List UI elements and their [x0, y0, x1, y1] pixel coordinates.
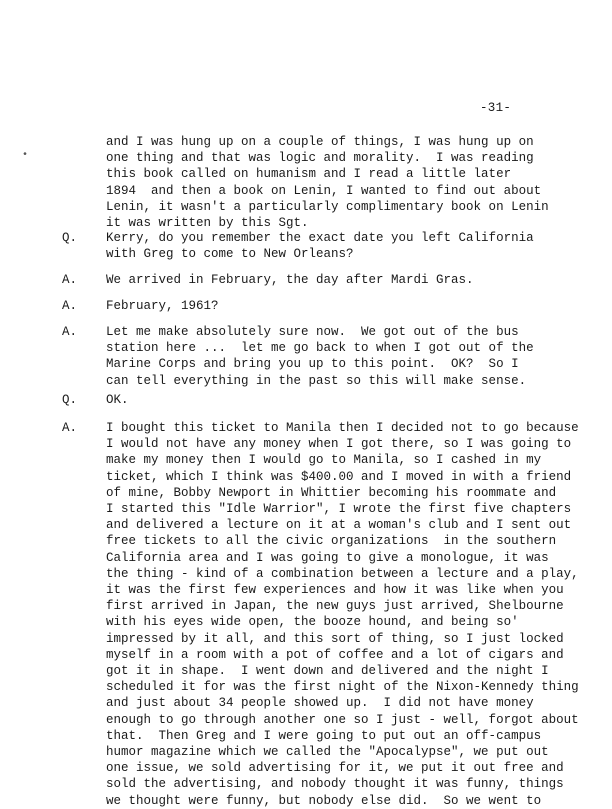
- text-line: Lenin, it wasn't a particularly complimentary book on Lenin: [106, 199, 549, 214]
- text-line: sold the advertising, and nobody thought it was funny, things: [106, 777, 564, 792]
- text-line: I started this "Idle Warrior", I wrote the first five chapters: [106, 502, 572, 517]
- text-line: got it in shape. I went down and delivered and the night I: [106, 664, 549, 679]
- text-line: Marine Corps and bring you up to this point. OK? So I: [106, 357, 519, 372]
- entry-text: [106, 298, 606, 314]
- speaker-label: A.: [62, 273, 78, 287]
- entry-text: [106, 272, 606, 288]
- text-line: California area and I was going to give a monologue, it was: [106, 550, 549, 565]
- text-line: enough to go through another one so I just - well, forgot about: [106, 712, 579, 727]
- text-line: 1894 and then a book on Lenin, I wanted to find out about: [106, 183, 542, 198]
- entry-text: [106, 420, 606, 809]
- margin-mark: •: [22, 150, 29, 161]
- entry-text: [106, 134, 606, 231]
- text-line: one thing and that was logic and morality. I was reading: [106, 151, 534, 166]
- text-line: free tickets to all the civic organizations in the southern: [106, 534, 557, 549]
- page-number: -31-: [480, 101, 512, 115]
- entry-text: [106, 392, 606, 408]
- text-line: I would not have any money when I got there, so I was going to: [106, 437, 572, 452]
- text-line: I bought this ticket to Manila then I decided not to go because: [106, 421, 579, 435]
- text-line: with his eyes wide open, the booze hound, and being so': [106, 615, 519, 630]
- text-line: it was written by this Sgt.: [106, 216, 309, 231]
- text-line: humor magazine which we called the "Apocalypse", we put out: [106, 745, 549, 760]
- speaker-label: Q.: [62, 231, 78, 245]
- entry-text: [106, 324, 606, 389]
- text-line: that. Then Greg and I were going to put out an off-campus: [106, 728, 542, 743]
- text-line: ticket, which I think was $400.00 and I moved in with a friend: [106, 469, 572, 484]
- text-line: can tell everything in the past so this will make sense.: [106, 373, 527, 388]
- text-line: myself in a room with a pot of coffee and a lot of cigars and: [106, 647, 564, 662]
- speaker-label: Q.: [62, 393, 78, 407]
- text-line: this book called on humanism and I read a little later: [106, 167, 512, 182]
- speaker-label: A.: [62, 421, 78, 435]
- text-line: first arrived in Japan, the new guys just arrived, Shelbourne: [106, 599, 564, 614]
- text-line: station here ... let me go back to when I got out of the: [106, 341, 534, 356]
- text-line: make my money then I would go to Manila, so I cashed in my: [106, 453, 542, 468]
- entry-text: [106, 230, 606, 262]
- text-line: and just about 34 people showed up. I did not have money: [106, 696, 534, 711]
- text-line: scheduled it for was the first night of the Nixon-Kennedy thing: [106, 680, 579, 695]
- text-line: OK.: [106, 393, 129, 407]
- text-line: We arrived in February, the day after Mardi Gras.: [106, 273, 474, 287]
- text-line: it was the first few experiences and how it was like when you: [106, 583, 564, 598]
- speaker-label: A.: [62, 325, 78, 339]
- text-line: we thought were funny, but nobody else did. So we went to: [106, 793, 542, 808]
- text-line: of mine, Bobby Newport in Whittier becoming his roommate and: [106, 485, 557, 500]
- text-line: February, 1961?: [106, 299, 219, 313]
- text-line: Kerry, do you remember the exact date you left California: [106, 231, 534, 245]
- speaker-label: A.: [62, 299, 78, 313]
- text-line: impressed by it all, and this sort of thing, so I just locked: [106, 631, 564, 646]
- text-line: and I was hung up on a couple of things, I was hung up on: [106, 135, 534, 149]
- text-line: the thing - kind of a combination between a lecture and a play,: [106, 566, 579, 581]
- text-line: Let me make absolutely sure now. We got out of the bus: [106, 325, 519, 339]
- text-line: with Greg to come to New Orleans?: [106, 247, 354, 262]
- text-line: one issue, we sold advertising for it, we put it out free and: [106, 761, 564, 776]
- text-line: and delivered a lecture on it at a woman's club and I sent out: [106, 518, 572, 533]
